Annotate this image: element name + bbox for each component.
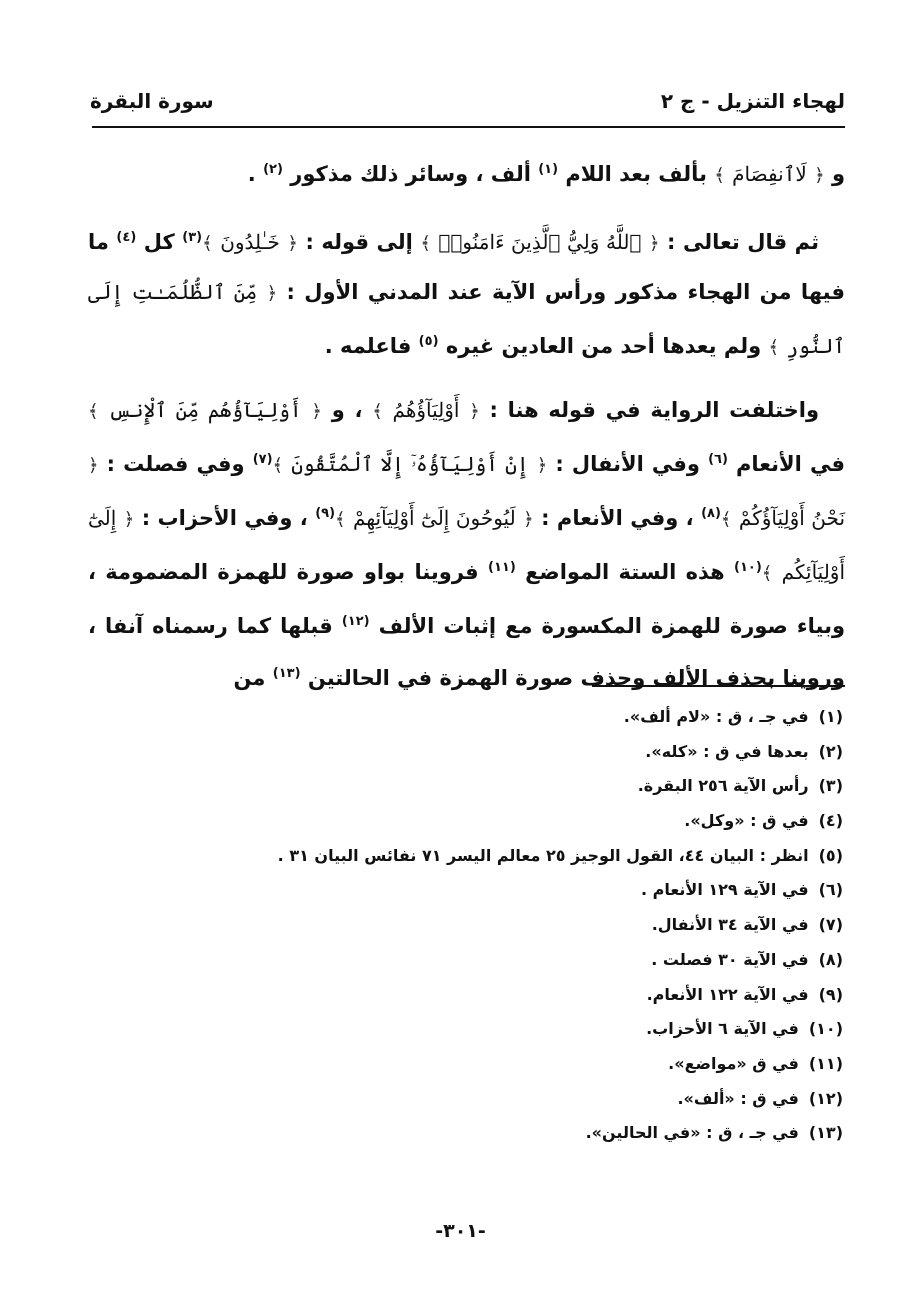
body-text-run: ، وفي الأنعام : [533, 506, 702, 530]
footnote-number: (١٣) [808, 1123, 843, 1143]
footnote-text: انظر : البيان ٤٤، القول الوجيز ٢٥ معالم اليسر ٧١ نفائس البيان ٣١ . [277, 845, 809, 865]
footnote [143, 839, 843, 874]
body-text-run: هذه الستة المواضع [515, 560, 735, 584]
quran-citation [714, 162, 832, 186]
footnote-reference: (١٢) [341, 614, 370, 629]
footnote-text: في الآية ٦ الأحزاب. [646, 1019, 799, 1039]
footnote [143, 804, 843, 839]
footnote-number: (٧) [818, 915, 843, 935]
footnote-text: بعدها في ق : «كله». [645, 741, 809, 761]
footnote-reference: (٤) [116, 230, 137, 245]
ornate-bracket-close: ﴾ [202, 233, 213, 254]
main-text [88, 146, 845, 716]
quran-text: إِنْ أَوْلِيَآؤُهُۥٓ إِلَّا ٱلْمُتَّقُونَ [291, 452, 529, 476]
body-text-run: فروينا بواو صورة للهمزة المضمومة ، وبياء صورة للهمزة المكسورة مع إثبات الألف [88, 560, 846, 638]
footnote-number: (١١) [808, 1053, 843, 1073]
footnote-reference: (٧) [252, 452, 273, 467]
footnote-number: (١) [818, 707, 843, 726]
ornate-bracket-open: ﴿ [311, 401, 322, 422]
body-text-run: في الأنعام [727, 452, 845, 476]
footnote-reference: (٩) [315, 506, 336, 521]
body-text-run: إلى قوله : [297, 230, 421, 254]
ornate-bracket-open: ﴿ [523, 509, 534, 530]
footnote-number: (٣) [818, 776, 843, 796]
ornate-bracket-open: ﴿ [123, 509, 135, 530]
footnote-text: رأس الآية ٢٥٦ البقرة. [637, 776, 809, 796]
ornate-bracket-close: ﴾ [768, 337, 780, 358]
ornate-bracket-open: ﴿ [536, 455, 548, 476]
ornate-bracket-open: ﴿ [469, 401, 480, 422]
ornate-bracket-open: ﴿ [88, 455, 99, 476]
body-text-run: ولم يعدها أحد من العادين غيره [438, 334, 769, 358]
body-text-run: ما فيها من الهجاء مذكور ورأس الآية عند المدني الأول : [88, 230, 845, 304]
footnote [143, 978, 843, 1013]
quran-text: أَوْلِيَآؤُهُم مِّنَ ٱلْإِنسِ [108, 398, 302, 422]
footnote-text: في ق : «ألف». [677, 1088, 799, 1108]
quran-text: ٱللَّهُ وَلِيُّ ٱلَّذِينَ ءَامَنُوا۟ [438, 230, 642, 254]
quran-citation [372, 398, 480, 422]
paragraph [88, 146, 845, 200]
footnote-reference: (١٣) [272, 666, 301, 681]
footnote [143, 1116, 843, 1151]
body-text-run: قبلها كما رسمناه آنفا ، وروينا بحذف الألف وحذف صورة الهمزة في الحالتين [88, 614, 845, 690]
body-text-run: من [233, 666, 273, 690]
footnote [143, 908, 843, 943]
footnote-reference: (٦) [708, 452, 728, 467]
body-text-run: وفي فصلت : [98, 452, 253, 476]
footnote-reference: (١) [538, 162, 559, 177]
body-text-run: ، و [331, 398, 373, 422]
quran-citation [88, 398, 332, 422]
header-rule [92, 126, 845, 128]
footnote-reference: (٨) [701, 506, 721, 521]
ornate-bracket-open: ﴿ [814, 165, 825, 186]
ornate-bracket-close: ﴾ [372, 401, 383, 422]
footnote [143, 700, 843, 735]
paragraph [88, 386, 845, 702]
ornate-bracket-close: ﴾ [335, 509, 346, 530]
page-number: -٣٠١- [435, 1220, 486, 1242]
footnote-number: (٨) [818, 949, 843, 969]
body-text-run: وفي الأنفال : [547, 452, 709, 476]
footnote-number: (٥) [818, 845, 843, 865]
quran-text: أَوْلِيَآؤُهُمُ [392, 398, 460, 422]
body-text-run: فاعلمه . [324, 334, 419, 358]
footnote-number: (٩) [818, 984, 843, 1004]
footnote-number: (١٠) [808, 1019, 843, 1039]
quran-text: مِّنَ ٱلظُّلُمَـٰتِ إِلَى ٱلنُّورِ [88, 280, 845, 358]
footnote-number: (١٢) [808, 1088, 843, 1108]
footnote-text: في الآية ١٢٢ الأنعام. [646, 984, 809, 1004]
ornate-bracket-close: ﴾ [720, 509, 732, 530]
ornate-bracket-close: ﴾ [761, 563, 773, 584]
footnote-number: (٦) [818, 880, 843, 900]
quran-citation [420, 230, 659, 254]
footnote-reference: (٢) [263, 162, 283, 177]
footnote [143, 1012, 843, 1047]
ornate-bracket-close: ﴾ [420, 233, 431, 254]
surah-title: سورة البقرة [90, 89, 214, 113]
quran-text: لَاٱنفِصَامَ [732, 162, 807, 186]
footnote [143, 1047, 843, 1082]
footnote [143, 769, 843, 804]
footnote [143, 735, 843, 770]
quran-text: نَحْنُ أَوْلِيَآؤُكُمْ [738, 506, 846, 530]
footnote [143, 1082, 843, 1117]
body-text-run: ثم قال تعالى : [659, 230, 819, 254]
footnotes-list [143, 700, 843, 1151]
quran-citation [335, 506, 534, 530]
footnote [143, 873, 843, 908]
body-text-run: ، وفي الأحزاب : [134, 506, 316, 530]
footnote-text: في ق «مواضع». [668, 1053, 799, 1073]
footnote-reference: (١١) [487, 560, 516, 575]
quran-text: لَيُوحُونَ إِلَىٰٓ أَوْلِيَآئِهِمْ [353, 506, 516, 530]
quran-citation [202, 230, 298, 254]
paragraph [88, 214, 845, 372]
quran-text: خَـٰلِدُونَ [220, 230, 280, 254]
footnote-text: في الآية ١٢٩ الأنعام . [641, 880, 809, 900]
footnote-text: في الآية ٣٤ الأنفال. [651, 915, 809, 935]
quran-text: إِلَىٰٓ أَوْلِيَآئِكُم [88, 506, 846, 584]
ornate-bracket-open: ﴿ [266, 283, 278, 304]
body-text-run: و [831, 162, 845, 186]
body-text-run: واختلفت الرواية في قوله هنا : [479, 398, 820, 422]
ornate-bracket-close: ﴾ [88, 401, 99, 422]
footnote-text: في ق : «وكل». [684, 811, 809, 831]
body-text-run: كل [136, 230, 183, 254]
footnote-reference: (٥) [418, 334, 439, 349]
ornate-bracket-open: ﴿ [648, 233, 660, 254]
book-title: لهجاء التنزيل - ج ٢ [660, 89, 845, 113]
running-header [90, 82, 845, 120]
footnote-text: في جـ ، ق : «في الحالين». [585, 1123, 799, 1143]
footnote-number: (٢) [818, 741, 843, 761]
footnote-reference: (٣) [182, 230, 203, 245]
footnote-text: في الآية ٣٠ فصلت . [651, 949, 809, 969]
body-text-run: ألف ، وسائر ذلك مذكور [282, 162, 539, 186]
body-text-run: . [247, 162, 264, 186]
body-text-run: بألف بعد اللام [558, 162, 715, 186]
footnote [143, 943, 843, 978]
quran-citation [273, 452, 548, 476]
footnote-text: في جـ ، ق : «لام ألف». [623, 707, 809, 726]
ornate-bracket-close: ﴾ [272, 455, 284, 476]
ornate-bracket-open: ﴿ [287, 233, 298, 254]
footnote-reference: (١٠) [734, 560, 762, 575]
ornate-bracket-close: ﴾ [714, 165, 725, 186]
footnote-separator [592, 685, 845, 687]
footnote-number: (٤) [818, 811, 843, 831]
